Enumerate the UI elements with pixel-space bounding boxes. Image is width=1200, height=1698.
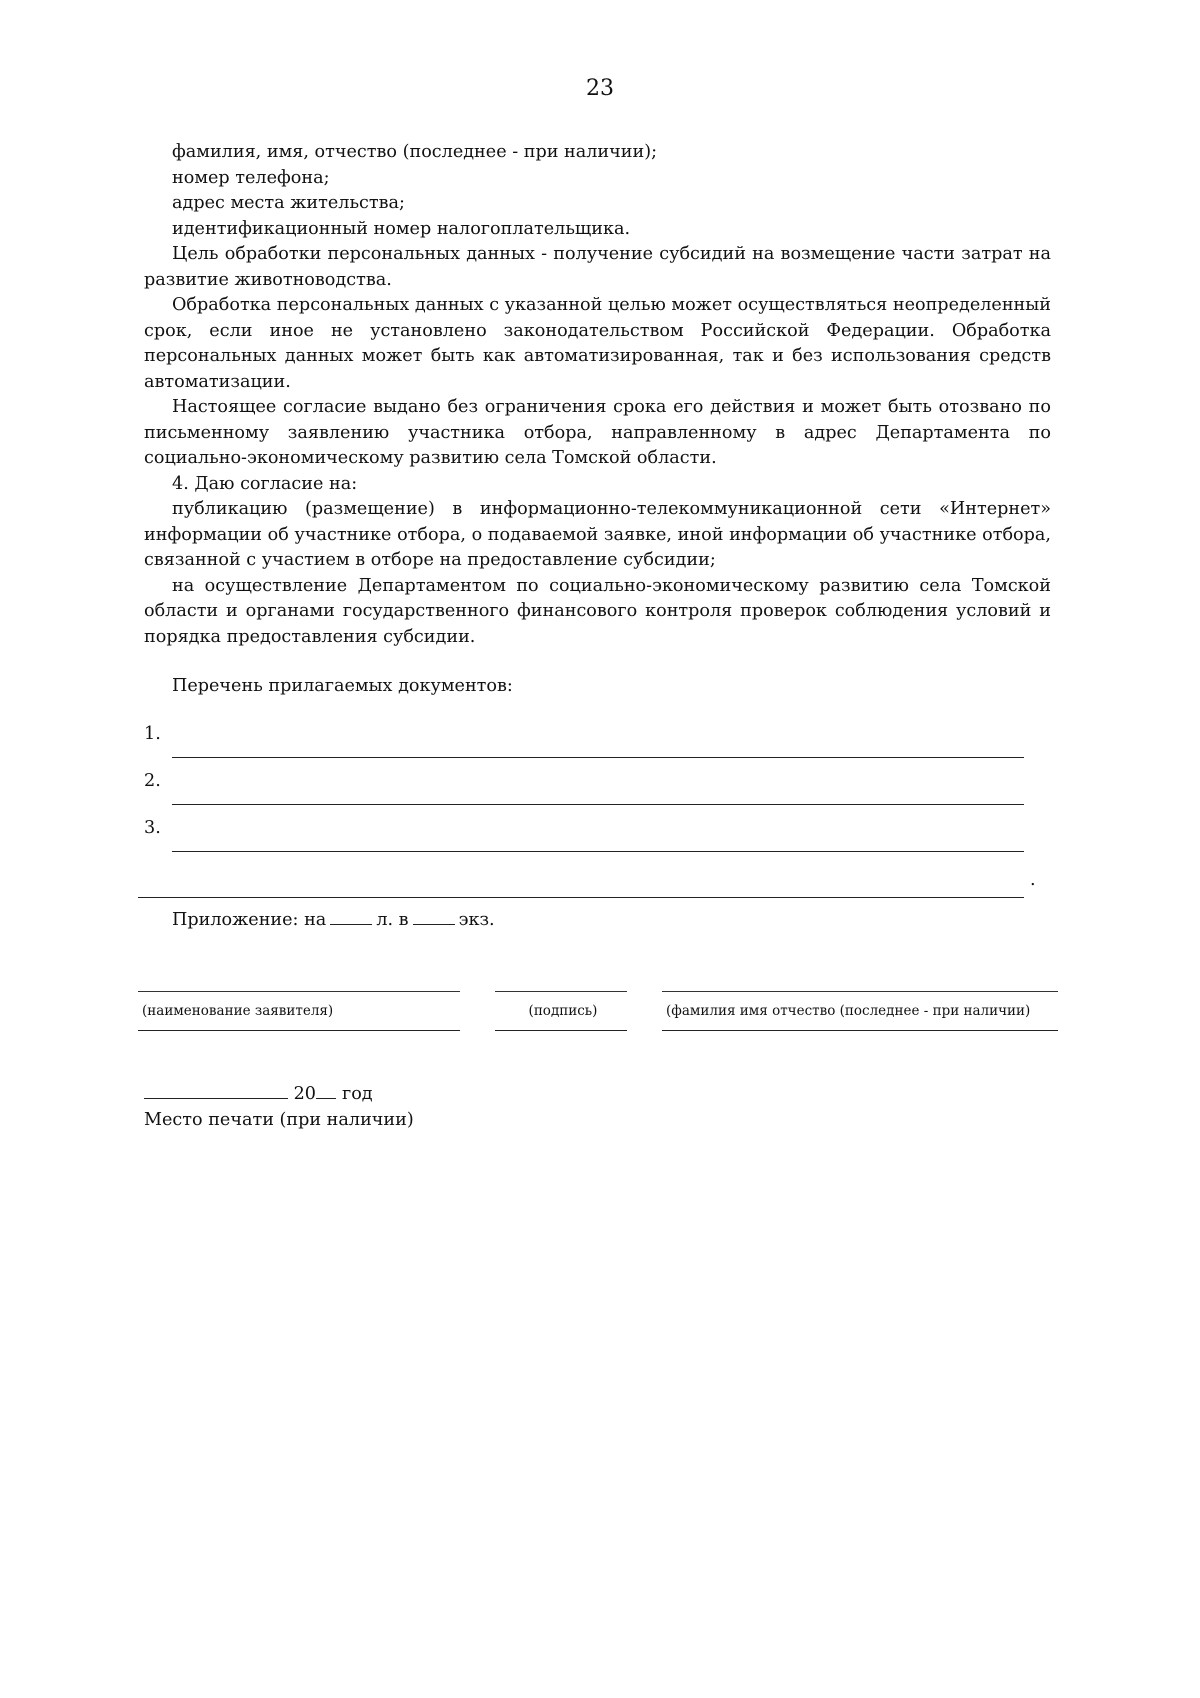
paragraph: Настоящее согласие выдано без ограничения срока его действия и может быть отозвано по письменному заявлению участника отбора, направленному в адрес Департамента по социально-экономическому развитию села Томской области. bbox=[144, 397, 1051, 468]
appendix-line bbox=[172, 910, 495, 930]
year-blank bbox=[316, 1084, 336, 1099]
document-entry-3 bbox=[144, 818, 1024, 852]
paragraph: Обработка персональных данных с указанной целью может осуществляться неопределенный срок, если иное не установлено законодательством Российской Федерации. Обработка персональных данных может быть как автоматизированная, так и без использования средств автоматизации. bbox=[144, 295, 1051, 392]
document-entry-2 bbox=[144, 771, 1024, 805]
year-suffix: год bbox=[341, 1084, 373, 1104]
date-line bbox=[144, 1084, 373, 1104]
document-entry-blank bbox=[172, 757, 1024, 758]
paragraph: на осуществление Департаментом по социально-экономическому развитию села Томской области и органами государственного финансового контроля проверок соблюдения условий и порядка предоставления субсидии. bbox=[144, 575, 1051, 647]
document-entry-number: 1. bbox=[144, 724, 161, 744]
document-entry-continuation bbox=[138, 897, 1024, 898]
paragraph: публикацию (размещение) в информационно-телекоммуникационной сети «Интернет» информации об участнике отбора, о подаваемой заявке, иной информации об участнике отбора, связанной с участием в отборе на предоставление субсидии; bbox=[144, 499, 1051, 570]
sheets-blank bbox=[330, 910, 372, 925]
document-entry-blank bbox=[172, 804, 1024, 805]
paragraph: фамилия, имя, отчество (последнее - при наличии); bbox=[172, 142, 658, 162]
documents-list-end-mark: . bbox=[1030, 870, 1036, 890]
documents-list-title: Перечень прилагаемых документов: bbox=[172, 676, 513, 696]
signature-caption: (подпись) bbox=[528, 1003, 598, 1019]
appendix-prefix: Приложение: на bbox=[172, 910, 327, 930]
date-blank bbox=[144, 1084, 288, 1099]
paragraph: идентификационный номер налогоплательщика. bbox=[172, 218, 631, 239]
document-entry-number: 3. bbox=[144, 818, 161, 838]
stamp-note: Место печати (при наличии) bbox=[144, 1110, 414, 1130]
paragraph: адрес места жительства; bbox=[172, 193, 405, 213]
sheets-unit: л. в bbox=[376, 910, 409, 930]
copies-unit: экз. bbox=[458, 910, 495, 930]
document-entry-blank bbox=[172, 851, 1024, 852]
signature-field bbox=[495, 991, 627, 1031]
year-prefix: 20 bbox=[293, 1084, 316, 1104]
full-name-field bbox=[662, 991, 1058, 1031]
consent-text bbox=[144, 140, 1051, 650]
applicant-name-field bbox=[138, 991, 460, 1031]
paragraph: 4. Даю согласие на: bbox=[172, 473, 358, 494]
page-number: 23 bbox=[586, 76, 614, 101]
copies-blank bbox=[413, 910, 455, 925]
paragraph: Цель обработки персональных данных - получение субсидий на возмещение части затрат на развитие животноводства. bbox=[144, 244, 1051, 290]
document-entry-1 bbox=[144, 724, 1024, 758]
applicant-name-caption: (наименование заявителя) bbox=[142, 1003, 334, 1019]
document-entry-number: 2. bbox=[144, 771, 161, 791]
paragraph: номер телефона; bbox=[172, 167, 330, 188]
full-name-caption: (фамилия имя отчество (последнее - при наличии) bbox=[666, 1003, 1031, 1019]
